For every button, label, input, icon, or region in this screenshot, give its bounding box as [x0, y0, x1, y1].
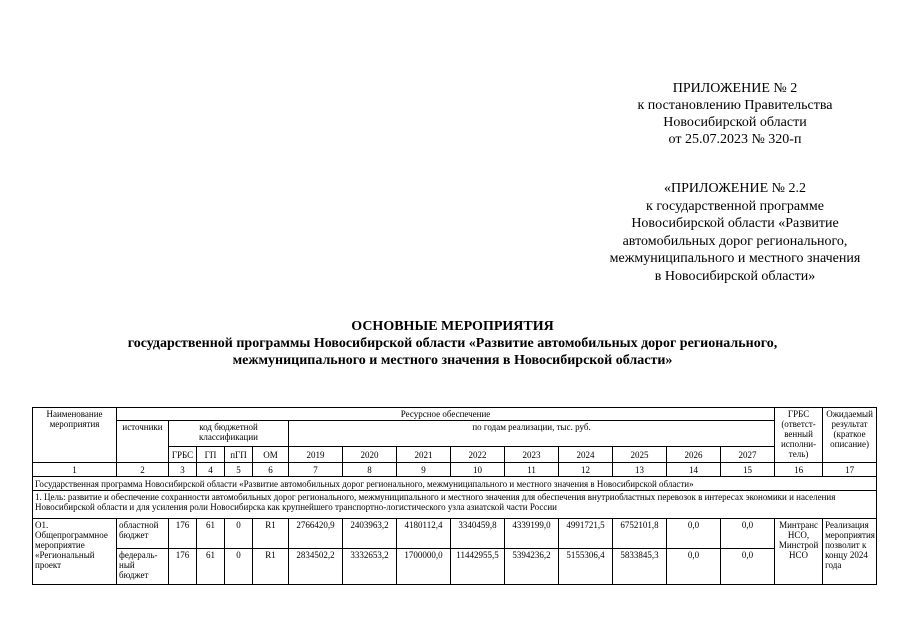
appendix-line: к постановлению Правительства: [637, 98, 833, 113]
code-pgp: 0: [225, 519, 253, 549]
value-cell: 4180112,4: [397, 519, 451, 549]
header-code-gp: ГП: [197, 447, 225, 463]
column-number: 2: [117, 463, 169, 477]
value-cell: 0,0: [667, 519, 721, 549]
value-cell: 0,0: [667, 549, 721, 585]
code-om: R1: [253, 549, 289, 585]
column-number: 15: [721, 463, 775, 477]
value-cell: 2834502,2: [289, 549, 343, 585]
program-appendix-header: [595, 180, 875, 286]
column-number: 9: [397, 463, 451, 477]
column-number: 11: [505, 463, 559, 477]
header-resources: Ресурсное обеспечение: [117, 408, 775, 421]
title-line: ОСНОВНЫЕ МЕРОПРИЯТИЯ: [351, 319, 554, 334]
program-row: Государственная программа Новосибирской области «Развитие автомобильных дорог регионального, межмуниципального и местного значения в Новосибирской области»: [33, 477, 877, 491]
source-regional-budget: областной бюджет: [117, 519, 169, 549]
program-appendix-line: в Новосибирской области»: [654, 268, 816, 284]
header-code-om: ОМ: [253, 447, 289, 463]
appendix-header: [600, 80, 870, 148]
appendix-date: от 25.07.2023 № 320-п: [668, 132, 802, 147]
value-cell: 2766420,9: [289, 519, 343, 549]
code-gp: 61: [197, 549, 225, 585]
header-year: 2019: [289, 447, 343, 463]
program-appendix-line: Новосибирской области «Развитие: [631, 216, 839, 232]
value-cell: 3332653,2: [343, 549, 397, 585]
column-number: 6: [253, 463, 289, 477]
code-pgp: 0: [225, 549, 253, 585]
header-year: 2027: [721, 447, 775, 463]
header-code-grbs: ГРБС: [169, 447, 197, 463]
code-gp: 61: [197, 519, 225, 549]
header-year: 2025: [613, 447, 667, 463]
code-grbs: 176: [169, 519, 197, 549]
column-number: 1: [33, 463, 117, 477]
header-year: 2026: [667, 447, 721, 463]
appendix-title: ПРИЛОЖЕНИЕ № 2: [672, 81, 798, 96]
header-year: 2023: [505, 447, 559, 463]
header-year: 2024: [559, 447, 613, 463]
code-om: R1: [253, 519, 289, 549]
column-number: 5: [225, 463, 253, 477]
value-cell: 6752101,8: [613, 519, 667, 549]
column-number: 16: [775, 463, 823, 477]
appendix-line: Новосибирской области: [663, 115, 807, 130]
event-grbs: Минтранс НСО, Минстрой НСО: [775, 519, 823, 585]
program-appendix-line: автомобильных дорог регионального,: [622, 233, 848, 249]
value-cell: 11442955,5: [451, 549, 505, 585]
program-appendix-line: к государственной программе: [646, 198, 824, 214]
header-budget-code: код бюджетной классификации: [169, 421, 289, 447]
value-cell: 2403963,2: [343, 519, 397, 549]
value-cell: 5155306,4: [559, 549, 613, 585]
source-federal-budget: федераль-ный бюджет: [117, 549, 169, 585]
column-number: 17: [823, 463, 877, 477]
value-cell: 4339199,0: [505, 519, 559, 549]
header-event-name: Наименование мероприятия: [33, 408, 117, 463]
column-number: 10: [451, 463, 505, 477]
code-grbs: 176: [169, 549, 197, 585]
column-number: 4: [197, 463, 225, 477]
column-number: 13: [613, 463, 667, 477]
value-cell: 4991721,5: [559, 519, 613, 549]
column-number: 14: [667, 463, 721, 477]
column-number: 7: [289, 463, 343, 477]
column-number: 12: [559, 463, 613, 477]
title-line: межмуниципального и местного значения в Новосибирской области»: [232, 353, 673, 368]
program-appendix-line: межмуниципального и местного значения: [609, 251, 861, 267]
header-grbs: ГРБС (ответст-венный исполни-тель): [775, 408, 823, 463]
program-appendix-title: «ПРИЛОЖЕНИЕ № 2.2: [664, 181, 806, 196]
value-cell: 1700000,0: [397, 549, 451, 585]
title-line: государственной программы Новосибирской области «Развитие автомобильных дорог регионального,: [127, 336, 778, 351]
value-cell: 5833845,3: [613, 549, 667, 585]
value-cell: 5394236,2: [505, 549, 559, 585]
header-code-pgp: пГП: [225, 447, 253, 463]
event-result: Реализация мероприятия позволит к концу 2024 года: [823, 519, 877, 585]
header-year: 2020: [343, 447, 397, 463]
goal-row: 1. Цель: развитие и обеспечение сохранности автомобильных дорог регионального, межмуниципального и местного значения для обеспечения внутриобластных перевозок в интересах экономики и населения Новосибирской области и для усиления роли Новосибирска как крупнейшего транспортно-логистического узла азиатской части России: [33, 491, 877, 519]
value-cell: 0,0: [721, 519, 775, 549]
events-table: [32, 407, 877, 585]
event-name: О1. Общепрограммное мероприятие «Региональный проект: [33, 519, 117, 585]
header-year: 2022: [451, 447, 505, 463]
document-title: [0, 318, 905, 369]
header-result: Ожидаемый результат (краткое описание): [823, 408, 877, 463]
header-year: 2021: [397, 447, 451, 463]
column-number: 3: [169, 463, 197, 477]
value-cell: 3340459,8: [451, 519, 505, 549]
header-sources: источники: [117, 421, 169, 463]
value-cell: 0,0: [721, 549, 775, 585]
column-number: 8: [343, 463, 397, 477]
header-by-years: по годам реализации, тыс. руб.: [289, 421, 775, 447]
